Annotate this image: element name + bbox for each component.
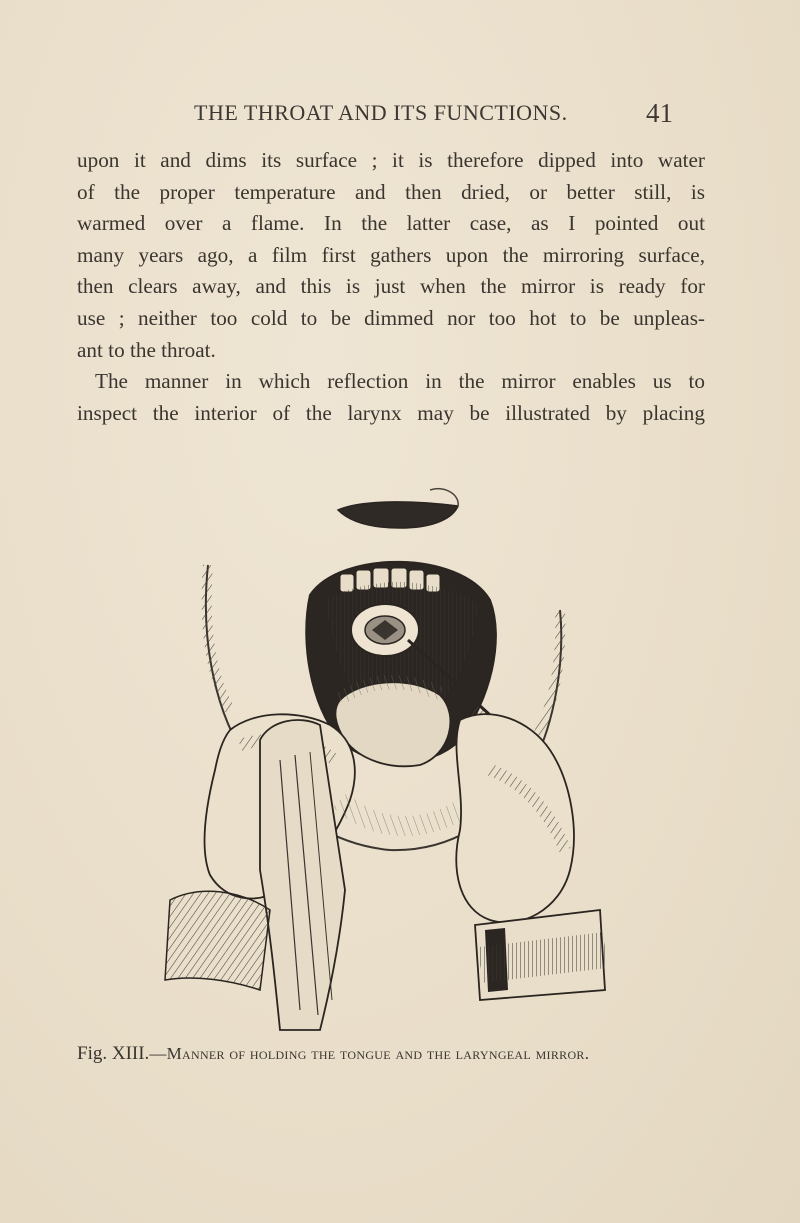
text-line: then clears away, and this is just when the mirror is ready for xyxy=(77,274,705,299)
text-line: many years ago, a film first gathers upon the mirroring surface, xyxy=(77,242,705,267)
figure-illustration xyxy=(160,470,620,1035)
text-line: inspect the interior of the larynx may be illustrated by placing xyxy=(77,400,705,425)
text-line: upon it and dims its surface ; it is therefore dipped into water xyxy=(77,148,705,172)
text-line: ant to the throat. xyxy=(77,337,216,362)
page-header xyxy=(0,100,800,140)
page-number: 41 xyxy=(646,98,673,128)
caption-text: —Manner of holding the tongue and the laryngeal mirror. xyxy=(149,1044,590,1063)
engraving-illustration xyxy=(160,470,620,1035)
text-line: The manner in which reflection in the mirror enables us to xyxy=(95,369,705,394)
caption-label: Fig. XIII. xyxy=(77,1043,150,1064)
body-text xyxy=(77,145,705,429)
text-line: use ; neither too cold to be dimmed nor too hot to be unpleas- xyxy=(77,305,705,330)
text-line: warmed over a flame. In the latter case, as I pointed out xyxy=(77,211,705,236)
running-title: THE THROAT AND ITS FUNCTIONS. xyxy=(194,100,568,125)
figure-caption xyxy=(77,1043,717,1065)
text-line: of the proper temperature and then dried, or better still, is xyxy=(77,179,705,204)
